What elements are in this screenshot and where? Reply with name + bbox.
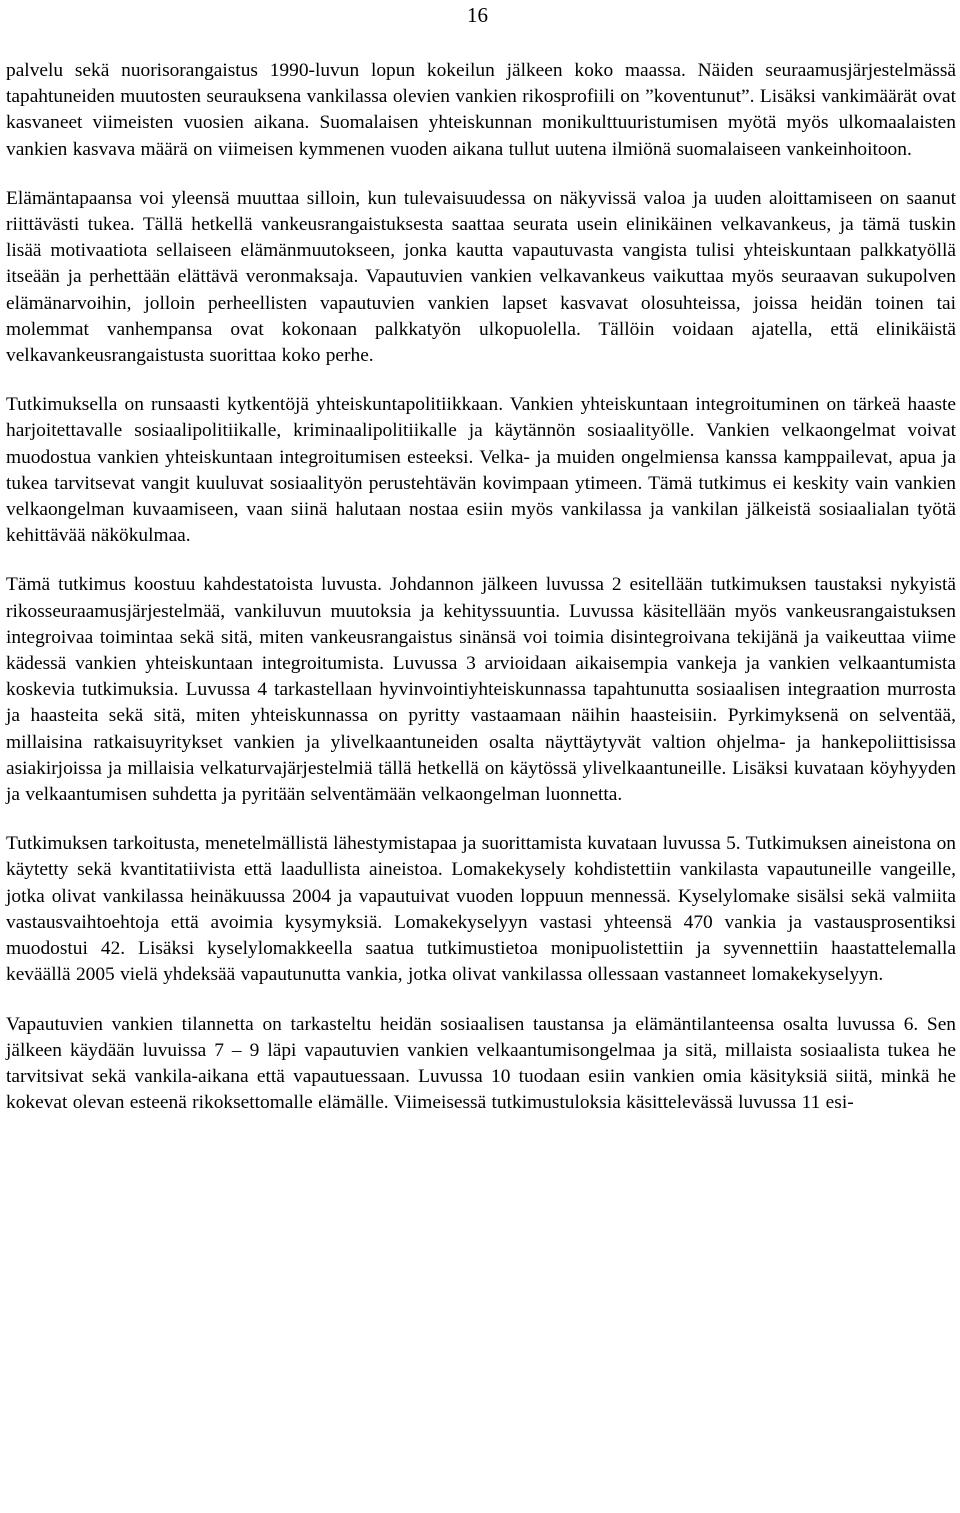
paragraph-6: Vapautuvien vankien tilannetta on tarkasteltu heidän sosiaalisen taustansa ja elämäntilanteensa osalta luvussa 6. Sen jälkeen käydään luvuissa 7 – 9 läpi vapautuvien vankien velkaantumisongelmaa ja sitä, millaista sosiaalista tukea he tarvitsivat sekä vankila-aikana että vapautuessaan. Luvussa 10 tuodaan esiin vankien omia käsityksiä siitä, minkä he kokevat olevan esteenä rikoksettomalle elämälle. Viimeisessä tutkimustuloksia käsittelevässä luvussa 11 esi-	[6, 1013, 956, 1114]
paragraph-4: Tämä tutkimus koostuu kahdestatoista luvusta. Johdannon jälkeen luvussa 2 esitellään tutkimuksen taustaksi nykyistä rikosseuraamusjärjestelmää, vankiluvun muutoksia ja kehityssuuntia. Luvussa käsitellään myös vankeusrangaistuksen integroivaa toimintaa sekä sitä, miten vankeusrangaistus sinänsä voi toimia disintegroivana tekijänä ja vaikeuttaa viime kädessä vankien yhteiskuntaan integroitumista. Luvussa 3 arvioidaan aikaisempia vankeja ja vankien velkaantumista koskevia tutkimuksia. Luvussa 4 tarkastellaan hyvinvointiyhteiskunnassa tapahtunutta sosiaalisen integraation murrosta ja haasteita sekä sitä, miten yhteiskunnassa on pyritty vastaamaan näihin haasteisiin. Pyrkimyksenä on selventää, millaisina ratkaisuyritykset vankien ja ylivelkaantuneiden osalta näyttäytyvät valtion ohjelma- ja hankepoliittisissa asiakirjoissa ja millaisia velkaturvajärjestelmiä tällä hetkellä on käytössä ylivelkaantuneille. Lisäksi kuvataan köyhyyden ja velkaantumisen suhdetta ja pyritään selventämään velkaongelman luonnetta.	[6, 574, 956, 806]
paragraph-2: Elämäntapaansa voi yleensä muuttaa silloin, kun tulevaisuudessa on näkyvissä valoa ja uuden aloittamiseen on saanut riittävästi tukea. Tällä hetkellä vankeusrangaistuksesta saattaa seurata usein elinikäinen velkavankeus, ja tämä tuskin lisää motivaatiota sellaiseen elämänmuutokseen, jonka kautta vapautuvasta vangista tulisi yhteiskuntaan palkkatyöllä itseään ja perhettään elättävä veronmaksaja. Vapautuvien vankien velkavankeus vaikuttaa myös seuraavan sukupolven elämänarvoihin, jolloin perheellisten vapautuvien vankien lapset kasvavat olosuhteissa, joissa heidän toinen tai molemmat vanhempansa ovat kokonaan palkkatyön ulkopuolella. Tällöin voidaan ajatella, että elinikäistä velkavankeusrangaistusta suorittaa koko perhe.	[6, 187, 956, 367]
paragraph-3: Tutkimuksella on runsaasti kytkentöjä yhteiskuntapolitiikkaan. Vankien yhteiskuntaan integroituminen on tärkeä haaste harjoitettavalle sosiaalipolitiikalle, kriminaalipolitiikalle ja käytännön sosiaalityölle. Vankien velkaongelmat voivat muodostua vankien yhteiskuntaan integroitumisen esteeksi. Velka- ja muiden ongelmiensa kanssa kamppailevat, apua ja tukea tarvitsevat vangit kuuluvat sosiaalityön perustehtävän kovimpaan ytimeen. Tämä tutkimus ei keskity vain vankien velkaongelman kuvaamiseen, vaan siinä halutaan nostaa esiin myös vankilassa ja vankilan jälkeistä sosiaalialan työtä kehittävää näkökulmaa.	[6, 394, 956, 547]
paragraph-1: palvelu sekä nuorisorangaistus 1990-luvun lopun kokeilun jälkeen koko maassa. Näiden seuraamusjärjestelmässä tapahtuneiden muutosten seurauksena vankilassa olevien vankien rikosprofiili on ”koventunut”. Lisäksi vankimäärät ovat kasvaneet viimeisten vuosien aikana. Suomalaisen yhteiskunnan monikulttuuristumisen myötä myös ulkomaalaisten vankien kasvava määrä on viimeisen kymmenen vuoden aikana tullut uutena ilmiönä suomalaiseen vankeinhoitoon.	[6, 60, 956, 160]
document-body	[6, 58, 956, 1139]
page-number: 16	[467, 3, 488, 27]
paragraph-5: Tutkimuksen tarkoitusta, menetelmällistä lähestymistapaa ja suorittamista kuvataan luvussa 5. Tutkimuksen aineistona on käytetty sekä kvantitatiivista että laadullista aineistoa. Lomakekysely kohdistettiin vankilasta vapautuneille vangeille, jotka olivat vankilassa heinäkuussa 2004 ja vapautuivat vuoden loppuun mennessä. Kyselylomake sisälsi sekä valmiita vastausvaihtoehtoja että avoimia kysymyksiä. Lomakekyselyyn vastasi yhteensä 470 vankia ja vastausprosentiksi muodostui 42. Lisäksi kyselylomakkeella saatua tutkimustietoa monipuolistettiin ja syvennettiin haastattelemalla keväällä 2005 vielä yhdeksää vapautunutta vankia, jotka olivat vankilassa ollessaan vastanneet lomakekyselyyn.	[6, 833, 956, 986]
